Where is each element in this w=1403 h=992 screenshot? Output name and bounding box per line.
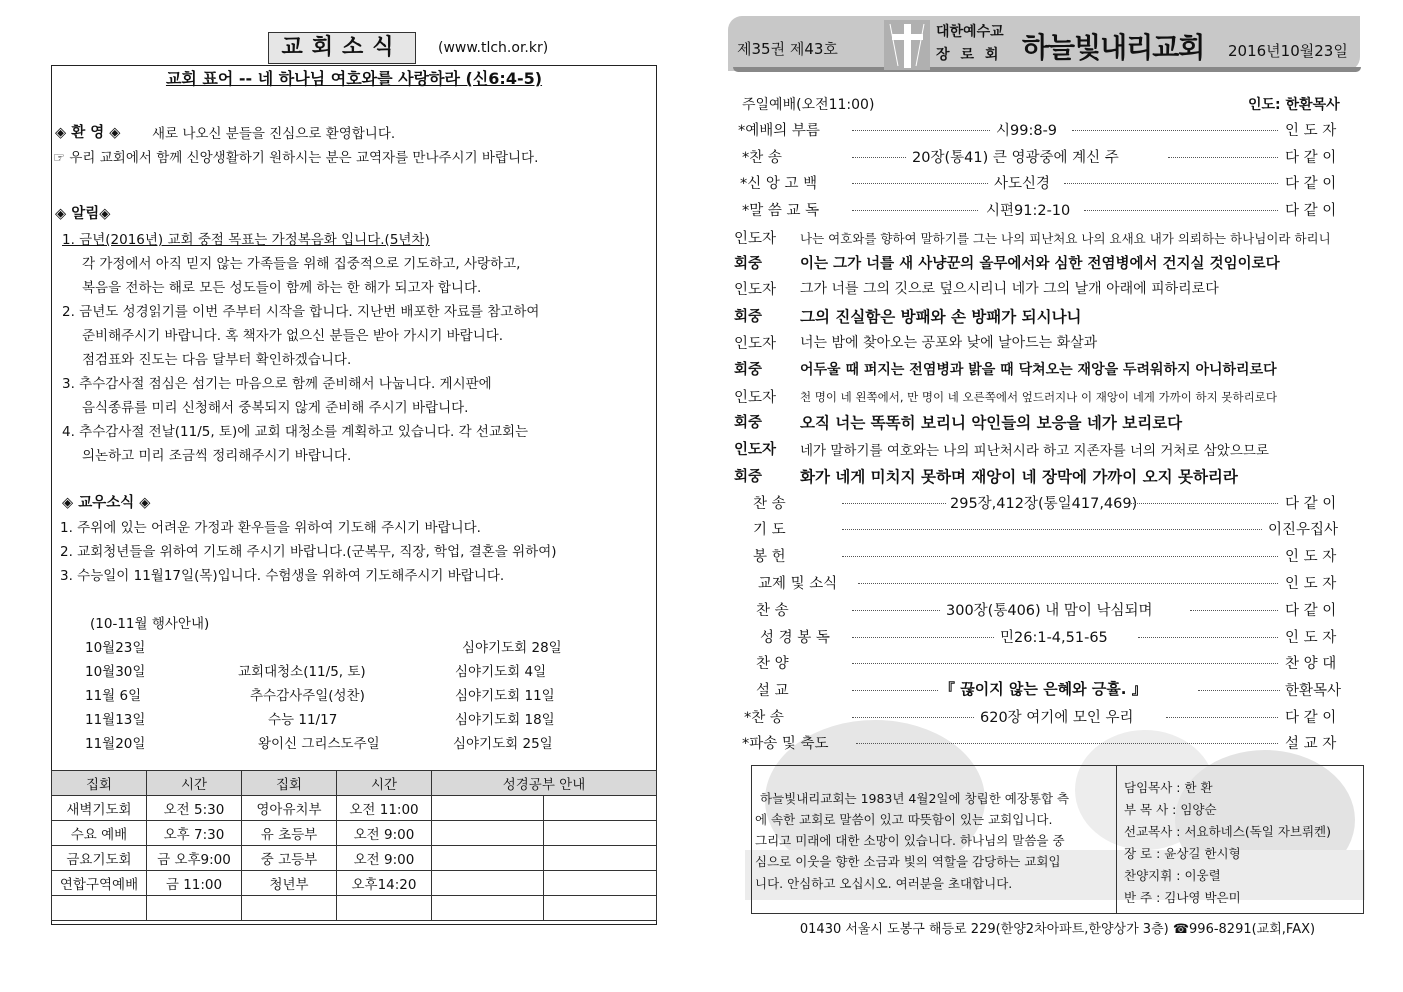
- order-leader: 이진우집사: [1268, 522, 1339, 538]
- table-cell: [432, 896, 544, 921]
- event-name: 수능 11/17: [268, 712, 338, 728]
- reading-text: 너는 밤에 찾아오는 공포와 낮에 날아드는 화살과: [800, 335, 1098, 351]
- event-name: 교회대청소(11/5, 토): [238, 664, 366, 680]
- table-cell: 오전 5:30: [147, 796, 242, 821]
- prayer-heading: ◈ 교우소식 ◈: [62, 495, 151, 511]
- order-content: 20장(통41) 큰 영광중에 계신 주: [912, 150, 1119, 166]
- dotted-leader: [1168, 157, 1278, 158]
- order-leader: 인 도 자: [1285, 576, 1337, 592]
- event-date: 11월13일: [85, 712, 146, 728]
- order-item: *찬 송: [744, 710, 784, 726]
- notice-line: 2. 금년도 성경읽기를 이번 주부터 시작을 합니다. 지난번 배포한 자료를 참고하여: [62, 304, 540, 320]
- order-item: 찬 양: [756, 656, 789, 672]
- reading-text: 화가 네게 미치지 못하며 재앙이 네 장막에 가까이 오지 못하리라: [800, 468, 1238, 486]
- table-cell: 새벽기도회: [52, 796, 147, 821]
- order-leader: 인 도 자: [1285, 630, 1337, 646]
- dotted-leader: [852, 663, 1278, 664]
- order-leader: 다 같 이: [1285, 603, 1337, 619]
- table-cell: 금 11:00: [147, 871, 242, 896]
- dotted-leader: [852, 157, 906, 158]
- reading-speaker: 인도자: [734, 336, 777, 352]
- table-cell: [242, 896, 337, 921]
- reading-speaker: 회중: [734, 362, 763, 378]
- dotted-leader: [1190, 610, 1278, 611]
- reading-text: 그가 너를 그의 깃으로 덮으시리니 네가 그의 날개 아래에 피하리로다: [800, 281, 1219, 297]
- table-row: [52, 896, 657, 921]
- dotted-leader: [1064, 183, 1278, 184]
- dotted-leader: [856, 743, 1278, 744]
- table-cell: [52, 896, 147, 921]
- notice-line: 1. 금년(2016년) 교회 중점 목표는 가정복음화 입니다.(5년차): [62, 232, 430, 248]
- reading-speaker: 회중: [734, 309, 763, 325]
- event-date: 10월30일: [85, 664, 146, 680]
- service-leader: 인도: 한환목사: [1248, 97, 1340, 113]
- reading-text: 어두울 때 퍼지는 전염병과 밝을 때 닥쳐오는 재앙을 두려워하지 아니하리로다: [800, 362, 1277, 378]
- dotted-leader: [1166, 717, 1278, 718]
- church-intro-line: 심으로 이웃을 향한 소금과 빛의 역할을 감당하는 교회입: [755, 854, 1061, 869]
- staff-line: 담임목사 : 한 환: [1124, 780, 1213, 795]
- table-cell: 청년부: [242, 871, 337, 896]
- notice-line: 3. 추수감사절 점심은 섬기는 마음으로 함께 준비해서 나눕니다. 게시판에: [62, 376, 492, 392]
- order-content: 300장(통406) 내 맘이 낙심되며: [946, 603, 1153, 619]
- column-header: 성경공부 안내: [432, 771, 657, 796]
- church-intro-line: 하늘빛내리교회는 1983년 4월2일에 창립한 예장통합 측: [760, 791, 1070, 806]
- order-item: 찬 송: [753, 496, 786, 512]
- column-header: 시간: [337, 771, 432, 796]
- service-title: 주일예배(오전11:00): [742, 97, 875, 113]
- dotted-leader: [842, 529, 1262, 530]
- reading-text: 이는 그가 너를 새 사냥꾼의 올무에서와 심한 전염병에서 건지실 것임이로다: [800, 256, 1280, 272]
- table-cell: 오후 7:30: [147, 821, 242, 846]
- dotted-leader: [842, 503, 946, 504]
- staff-line: 선교목사 : 서요하네스(독일 자브뤼켄): [1124, 824, 1332, 839]
- notice-line: 각 가정에서 아직 믿지 않는 가족들을 위해 집중적으로 기도하고, 사랑하고,: [82, 256, 521, 272]
- reading-text: 천 명이 네 왼쪽에서, 만 명이 네 오른쪽에서 엎드러지나 이 재앙이 네게 가까이 하지 못하리로다: [800, 390, 1277, 404]
- dotted-leader: [1138, 637, 1278, 638]
- table-cell: 금 오후9:00: [147, 846, 242, 871]
- dotted-leader: [1128, 503, 1278, 504]
- staff-line: 찬양지휘 : 이웅렬: [1124, 868, 1221, 883]
- table-cell: [432, 871, 544, 896]
- event-prayer: 심야기도회 28일: [462, 640, 562, 656]
- bulletin-date: 2016년10월23일: [1228, 42, 1348, 60]
- dotted-leader: [1072, 130, 1278, 131]
- order-item: *말 씀 교 독: [742, 203, 820, 219]
- order-leader: 인 도 자: [1285, 123, 1337, 139]
- meeting-schedule-table: [51, 770, 657, 921]
- table-cell: 중 고등부: [242, 846, 337, 871]
- reading-speaker: 회중: [734, 256, 763, 272]
- column-header: 집회: [242, 771, 337, 796]
- table-cell: 유 초등부: [242, 821, 337, 846]
- table-cell: [544, 796, 657, 821]
- order-item: *파송 및 축도: [742, 736, 829, 752]
- dotted-leader: [852, 637, 994, 638]
- dotted-leader: [842, 556, 1278, 557]
- reading-speaker: 인도자: [734, 390, 777, 406]
- table-cell: [544, 846, 657, 871]
- denomination-line2: 장로회: [936, 47, 1010, 63]
- church-intro-line: 그리고 미래에 대한 소망이 있습니다. 하나님의 말씀을 중: [755, 833, 1065, 848]
- event-prayer: 심야기도회 25일: [453, 736, 553, 752]
- reading-text: 오직 너는 똑똑히 보리니 악인들의 보응을 네가 보리로다: [800, 414, 1183, 432]
- table-row: [52, 796, 657, 821]
- dotted-leader: [852, 610, 940, 611]
- order-item: *신 앙 고 백: [740, 176, 818, 192]
- header-shadow: [733, 67, 1361, 72]
- order-leader: 다 같 이: [1285, 710, 1337, 726]
- prayer-line: 2. 교회청년들을 위하여 기도해 주시기 바랍니다.(군복무, 직장, 학업, 결혼을 위하여): [60, 544, 557, 560]
- welcome-text: 새로 나오신 분들을 진심으로 환영합니다.: [152, 126, 396, 142]
- staff-line: 반 주 : 김나영 박은미: [1124, 890, 1241, 905]
- order-item: 기 도: [753, 522, 786, 538]
- reading-speaker: 회중: [734, 469, 763, 485]
- event-date: 11월20일: [85, 736, 146, 752]
- dotted-leader: [852, 183, 988, 184]
- reading-speaker: 회중: [734, 415, 763, 431]
- notice-line: 4. 추수감사절 전날(11/5, 토)에 교회 대청소를 계획하고 있습니다. 각 선교회는: [62, 424, 529, 440]
- notice-heading: ◈ 알림◈: [55, 206, 111, 222]
- event-prayer: 심야기도회 4일: [455, 664, 547, 680]
- church-logo-icon: [884, 20, 930, 70]
- table-cell: 오전 9:00: [337, 846, 432, 871]
- prayer-line: 3. 수능일이 11월17일(목)입니다. 수험생을 위하여 기도해주시기 바랍니다.: [60, 568, 505, 584]
- table-row: [52, 846, 657, 871]
- notice-line: 음식종류를 미리 신청해서 중복되지 않게 준비해 주시기 바랍니다.: [82, 400, 469, 416]
- table-cell: [544, 871, 657, 896]
- welcome-line: ☞ 우리 교회에서 함께 신앙생활하기 원하시는 분은 교역자를 만나주시기 바랍니다.: [53, 150, 539, 166]
- table-cell: [147, 896, 242, 921]
- table-cell: [432, 821, 544, 846]
- events-heading: (10-11월 행사안내): [90, 616, 210, 632]
- order-leader: 다 같 이: [1285, 496, 1337, 512]
- order-item: 성 경 봉 독: [760, 630, 830, 646]
- dotted-leader: [852, 690, 938, 691]
- church-address: 01430 서울시 도봉구 해등로 229(한양2차아파트,한양상가 3층) ☎996-8291(교회,FAX): [799, 922, 1316, 937]
- table-row: [52, 821, 657, 846]
- table-cell: 연합구역예배: [52, 871, 147, 896]
- order-content: 620장 여기에 모인 우리: [980, 710, 1134, 726]
- order-item: 봉 헌: [753, 549, 786, 565]
- reading-text: 그의 진실함은 방패와 손 방패가 되시나니: [800, 308, 1082, 326]
- column-header: 집회: [52, 771, 147, 796]
- reading-speaker: 인도자: [734, 442, 777, 458]
- reading-speaker: 인도자: [734, 282, 777, 298]
- order-leader: 찬 양 대: [1285, 656, 1337, 672]
- table-cell: [432, 846, 544, 871]
- event-name: 왕이신 그리스도주일: [258, 736, 380, 752]
- order-leader: 인 도 자: [1285, 549, 1337, 565]
- table-cell: [544, 896, 657, 921]
- reading-text: 네가 말하기를 여호와는 나의 피난처시라 하고 지존자를 너의 거처로 삼았으므로: [800, 443, 1269, 459]
- info-divider: [1116, 766, 1117, 913]
- column-header: 시간: [147, 771, 242, 796]
- sermon-title: 『 끊이지 않는 은혜와 긍휼. 』: [940, 680, 1147, 698]
- denomination-line1: 대한예수교: [936, 24, 1004, 40]
- order-item: 찬 송: [756, 603, 789, 619]
- order-leader: 설 교 자: [1285, 736, 1337, 752]
- dotted-leader: [1084, 210, 1278, 211]
- event-prayer: 심야기도회 11일: [455, 688, 555, 704]
- notice-line: 점검표와 진도는 다음 달부터 확인하겠습니다.: [82, 352, 352, 368]
- order-item: *찬 송: [742, 150, 782, 166]
- notice-line: 의논하고 미리 조금씩 정리해주시기 바랍니다.: [82, 448, 352, 464]
- event-date: 10월23일: [85, 640, 146, 656]
- order-item: 교제 및 소식: [758, 576, 838, 592]
- order-content: 시99:8-9: [996, 123, 1058, 139]
- order-leader: 다 같 이: [1285, 176, 1337, 192]
- table-row: [52, 871, 657, 896]
- church-name: 하늘빛내리교회: [1022, 31, 1205, 64]
- order-content: 시편91:2-10: [986, 203, 1071, 219]
- table-cell: [432, 796, 544, 821]
- table-cell: 오전 9:00: [337, 821, 432, 846]
- notice-line: 준비해주시기 바랍니다. 혹 책자가 없으신 분들은 받아 가시기 바랍니다.: [82, 328, 504, 344]
- table-cell: 영아유치부: [242, 796, 337, 821]
- order-content: 민26:1-4,51-65: [1000, 630, 1108, 646]
- order-leader: 다 같 이: [1285, 150, 1337, 166]
- order-content: 사도신경: [994, 176, 1051, 192]
- volume-number: 제35권 제43호: [737, 40, 838, 58]
- dotted-leader: [858, 583, 1278, 584]
- event-name: 추수감사주일(성찬): [250, 688, 365, 704]
- reading-text: 나는 여호와를 향하여 말하기를 그는 나의 피난처요 나의 요새요 내가 의뢰하는 하나님이라 하리니: [800, 231, 1331, 246]
- table-cell: 금요기도회: [52, 846, 147, 871]
- table-cell: 오전 11:00: [337, 796, 432, 821]
- order-item: *예배의 부름: [738, 123, 820, 139]
- table-cell: 오후14:20: [337, 871, 432, 896]
- event-date: 11월 6일: [85, 688, 142, 704]
- table-cell: [337, 896, 432, 921]
- church-url[interactable]: (www.tlch.or.kr): [438, 40, 549, 56]
- table-cell: 수요 예배: [52, 821, 147, 846]
- church-intro-line: 니다. 안심하고 오십시오. 여러분을 초대합니다.: [755, 876, 1013, 891]
- table-header-row: [52, 771, 657, 796]
- dotted-leader: [852, 130, 990, 131]
- dotted-leader: [852, 717, 974, 718]
- dotted-leader: [1198, 690, 1280, 691]
- order-leader: 한환목사: [1285, 683, 1342, 699]
- event-prayer: 심야기도회 18일: [455, 712, 555, 728]
- welcome-heading: ◈ 환 영 ◈: [55, 125, 121, 141]
- staff-line: 장 로 : 윤상길 한시형: [1124, 846, 1241, 861]
- church-motto: 교회 표어 -- 네 하나님 여호와를 사랑하라 (신6:4-5): [165, 69, 543, 88]
- reading-speaker: 인도자: [734, 231, 777, 247]
- church-intro-line: 에 속한 교회로 말씀이 있고 따뜻함이 있는 교회입니다.: [755, 812, 1053, 827]
- table-cell: [544, 821, 657, 846]
- order-leader: 다 같 이: [1285, 203, 1337, 219]
- news-title: 교회소식: [268, 32, 416, 64]
- notice-line: 복음을 전하는 해로 모든 성도들이 함께 하는 한 해가 되고자 합니다.: [82, 280, 482, 296]
- prayer-line: 1. 주위에 있는 어려운 가정과 환우들을 위하여 기도해 주시기 바랍니다.: [60, 520, 481, 536]
- dotted-leader: [852, 210, 978, 211]
- staff-line: 부 목 사 : 임양순: [1124, 802, 1217, 817]
- order-item: 설 교: [756, 683, 789, 699]
- order-content: 295장,412장(통일417,469): [950, 496, 1138, 512]
